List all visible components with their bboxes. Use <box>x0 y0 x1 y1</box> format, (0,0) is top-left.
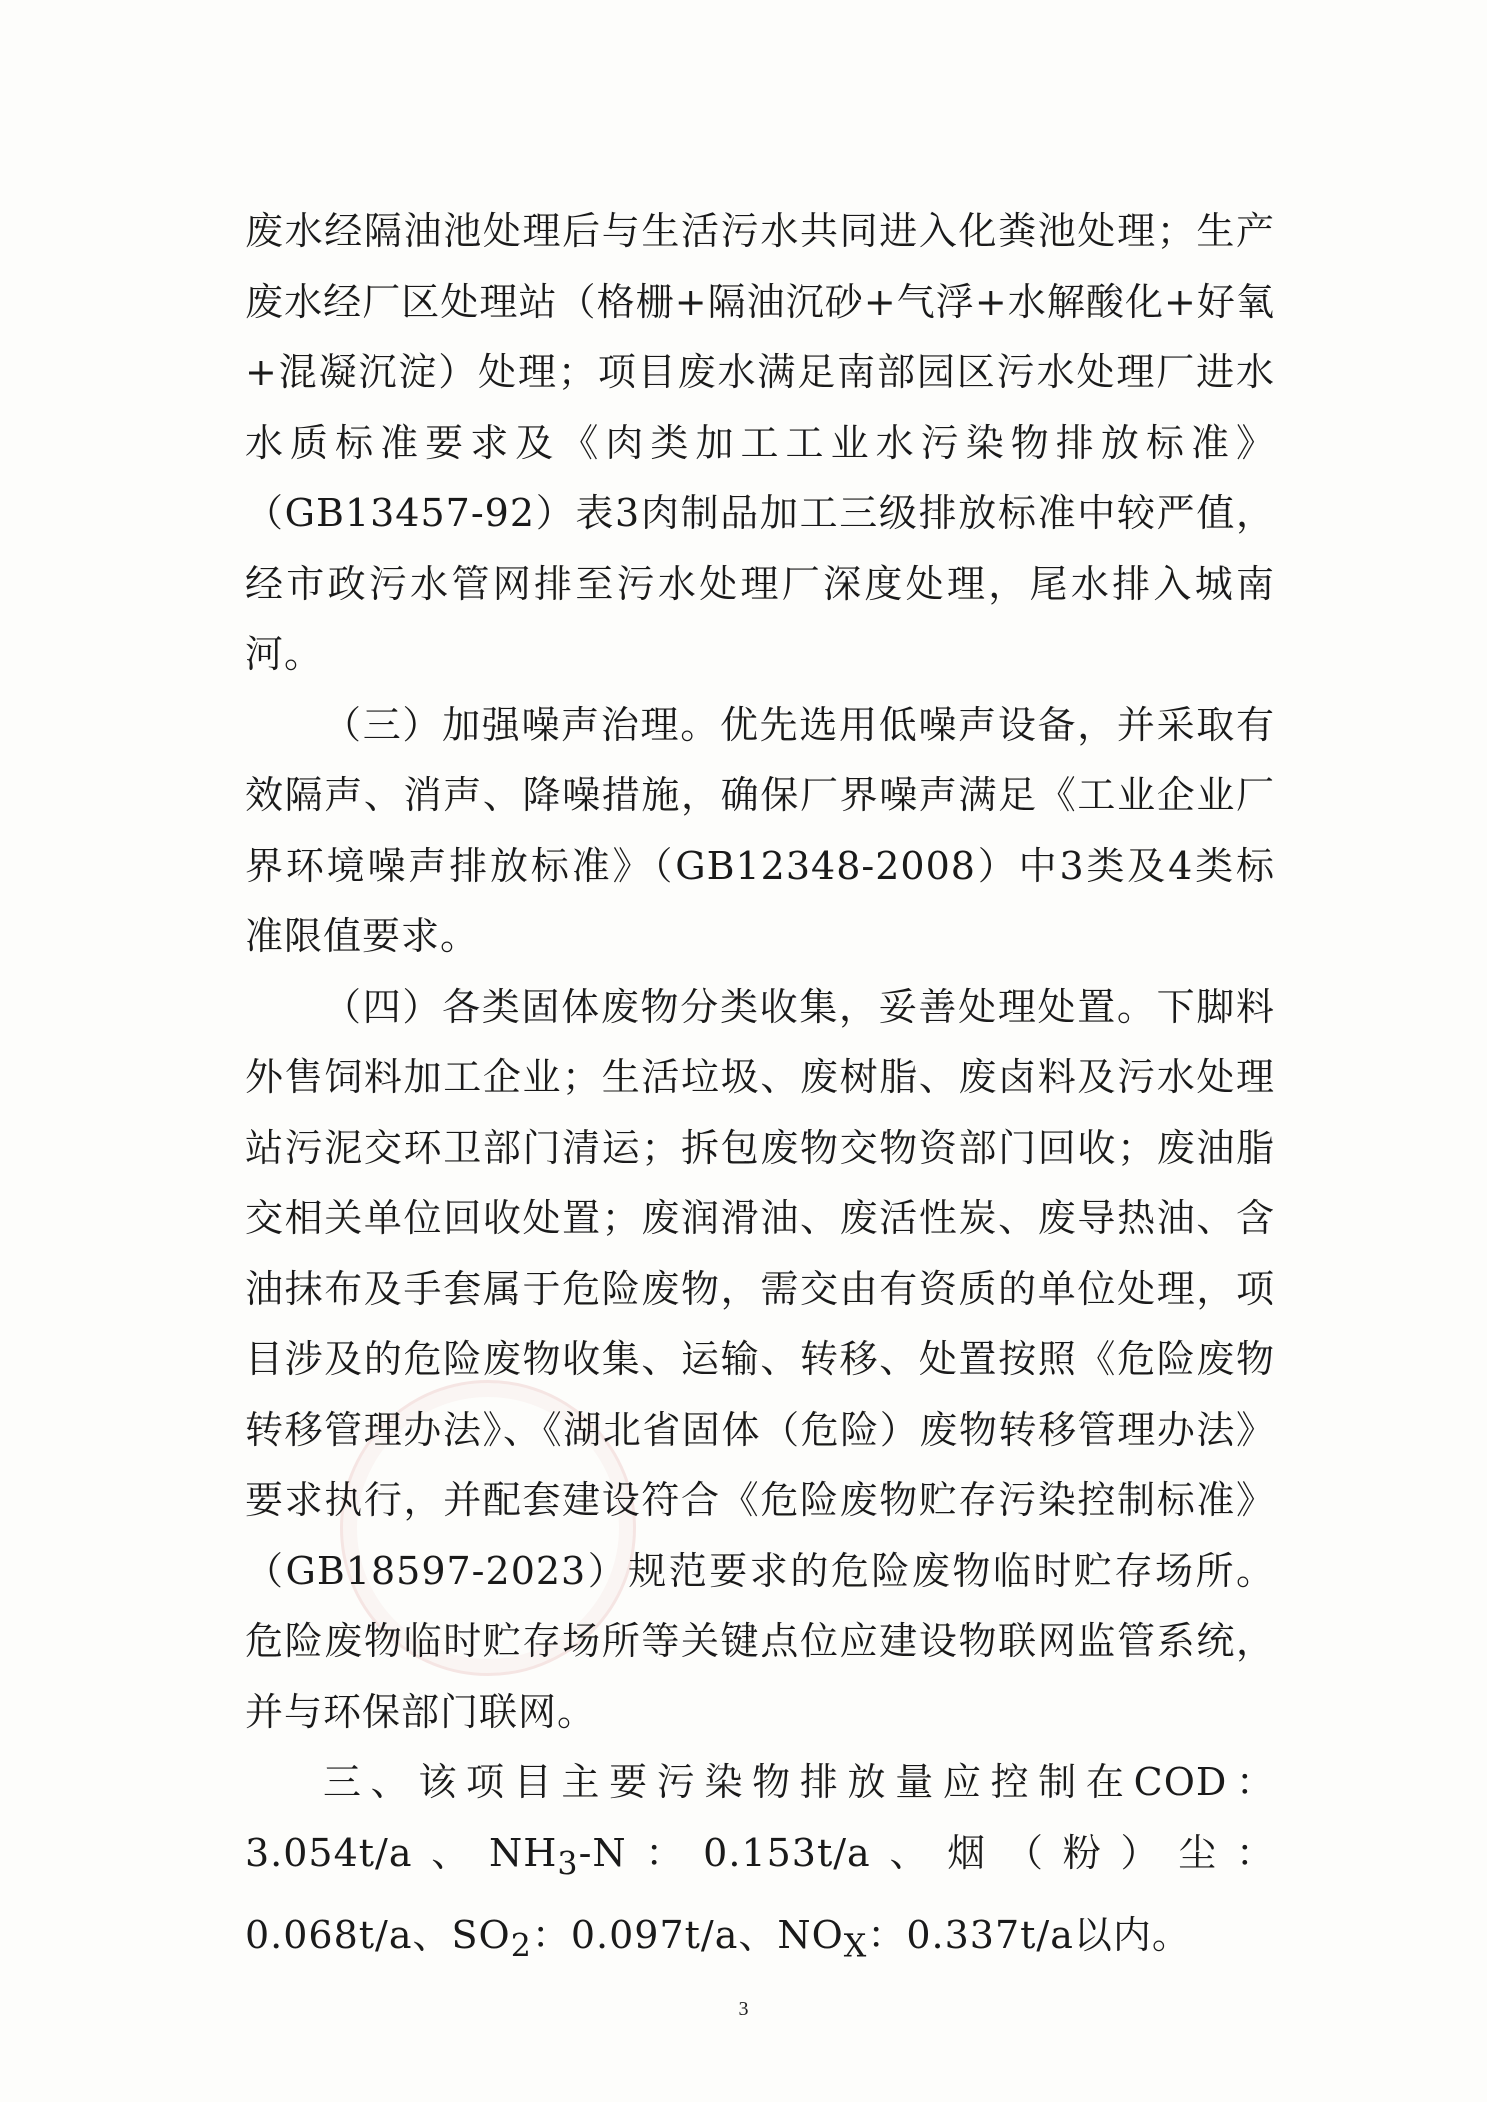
paragraph-solid-waste: （四）各类固体废物分类收集，妥善处理处置。下脚料外售饲料加工企业；生活垃圾、废树脂、废卤料及污水处理站污泥交环卫部门清运；拆包废物交物资部门回收；废油脂交相关单位回收处置；废润滑油、废活性炭、废导热油、含油抹布及手套属于危险废物，需交由有资质的单位处理，项目涉及的危险废物收集、运输、转移、处置按照《危险废物转移管理办法》、《湖北省固体（危险）废物转移管理办法》要求执行，并配套建设符合《危险废物贮存污染控制标准》（GB18597-2023）规范要求的危险废物临时贮存场所。危险废物临时贮存场所等关键点位应建设物联网监管系统，并与环保部门联网。 <box>245 984 1275 1734</box>
nox-value: ：0.337t/a以内。 <box>867 1912 1191 1957</box>
so2-value: ：0.097t/a、 <box>531 1912 778 1957</box>
paragraph-emissions <box>245 1747 1275 1982</box>
nox-formula: $NO_X$ <box>777 1912 868 1965</box>
nh3-formula: $NH_3$ <box>489 1830 579 1883</box>
so2-formula: $SO_2$ <box>451 1912 532 1965</box>
paragraph-wastewater: 废水经隔油池处理后与生活污水共同进入化粪池处理；生产废水经厂区处理站（格栅+隔油沉砂+气浮+水解酸化+好氧+混凝沉淀）处理；项目废水满足南部园区污水处理厂进水水质标准要求及《肉类加工工业水污染物排放标准》（GB13457-92）表3肉制品加工三级排放标准中较严值，经市政污水管网排至污水处理厂深度处理，尾水排入城南河。 <box>245 209 1275 676</box>
nh3-value: -N：0.153t/a、烟（粉）尘：0.068t/a、 <box>245 1830 1275 1957</box>
paragraph-noise: （三）加强噪声治理。优先选用低噪声设备，并采取有效隔声、消声、降噪措施，确保厂界噪声满足《工业企业厂界环境噪声排放标准》（GB12348-2008）中3类及4类标准限值要求。 <box>245 702 1275 958</box>
emissions-intro: 三、该项目主要污染物排放量应控制在COD：3.054t/a、 <box>245 1760 1275 1875</box>
document-body <box>245 196 1275 1982</box>
page-number: 3 <box>738 1998 749 2020</box>
